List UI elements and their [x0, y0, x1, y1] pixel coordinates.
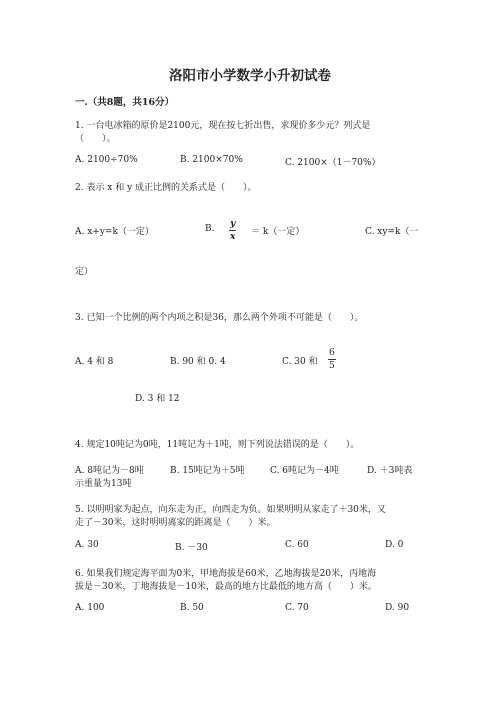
page-title: 洛阳市小学数学小升初试卷 [169, 68, 331, 84]
question-3-option-c-fraction [328, 348, 336, 371]
question-2-option-a[interactable]: A. x+y=k（一定） [75, 227, 154, 237]
question-1-option-b[interactable]: B. 2100×70% [180, 155, 243, 165]
question-4-option-a[interactable]: A. 8吨记为－8吨 [75, 466, 144, 476]
section-heading: 一.（共8题，共16分） [75, 97, 175, 108]
question-4-option-d-continued: 示重量为13吨 [75, 479, 132, 489]
question-6-stem-line1: 6. 如果我们规定海平面为0米，甲地海拔是60米，乙地海拔是20米，丙地海 [75, 569, 377, 579]
question-2-option-c[interactable]: C. xy=k（一 [365, 227, 419, 237]
question-6-stem-line2: 拔是－30米，丁地海拔是－10米，最高的地方比最低的地方高（ ）米。 [75, 582, 377, 592]
question-2-stem: 2. 表示 x 和 y 成正比例的关系式是（ ）。 [75, 183, 257, 193]
question-6-option-c[interactable]: C. 70 [285, 603, 309, 613]
question-1-stem-line2: （ ）。 [75, 134, 116, 144]
question-6-option-a[interactable]: A. 100 [75, 603, 105, 613]
question-1-option-c[interactable]: C. 2100×（1－70%） [285, 158, 381, 168]
question-3-option-b[interactable]: B. 90 和 0. 4 [170, 357, 226, 367]
question-4-option-c[interactable]: C. 6吨记为－4吨 [270, 466, 339, 476]
question-5-option-d[interactable]: D. 0 [385, 540, 404, 550]
question-5-option-c[interactable]: C. 60 [285, 540, 309, 550]
fraction-numerator: 6 [329, 348, 335, 358]
question-3-option-d[interactable]: D. 3 和 12 [135, 394, 180, 404]
question-1-stem-line1: 1. 一台电冰箱的原价是2100元，现在按七折出售，求现价多少元？列式是 [75, 121, 371, 131]
question-2-option-c-continued: 定） [75, 267, 94, 277]
question-5-stem-line1: 5. 以明明家为起点，向东走为正，向西走为负。如果明明从家走了＋30米，又 [75, 505, 386, 515]
question-6-option-d[interactable]: D. 90 [385, 603, 410, 613]
question-5-stem-line2: 走了－30米，这时明明离家的距离是（ ）米。 [75, 518, 276, 528]
question-1-option-a[interactable]: A. 2100÷70% [75, 155, 138, 165]
fraction-bar [229, 230, 236, 231]
fraction-bar [328, 359, 336, 360]
question-5-option-a[interactable]: A. 30 [75, 540, 99, 550]
question-4-option-d[interactable]: D. ＋3吨表 [367, 466, 413, 476]
question-6-option-b[interactable]: B. 50 [180, 603, 204, 613]
question-5-option-b[interactable]: B. －30 [175, 543, 208, 553]
question-3-option-a[interactable]: A. 4 和 8 [75, 357, 114, 367]
question-2-option-b-fraction [229, 219, 236, 242]
question-3-stem: 3. 已知一个比例的两个内项之积是36，那么两个外项不可能是（ ）。 [75, 313, 364, 323]
question-3-option-c-label[interactable]: C. 30 和 [282, 357, 318, 367]
question-2-option-b-label[interactable]: B. [205, 224, 215, 234]
question-2-option-b-text: ＝ k（一定） [251, 227, 305, 237]
fraction-numerator: y [230, 219, 236, 229]
fraction-denominator: x [230, 232, 236, 242]
question-4-stem: 4. 规定10吨记为0吨，11吨记为＋1吨，则下列说法错误的是（ ）。 [75, 440, 360, 450]
fraction-denominator: 5 [329, 361, 335, 371]
question-4-option-b[interactable]: B. 15吨记为＋5吨 [170, 466, 245, 476]
